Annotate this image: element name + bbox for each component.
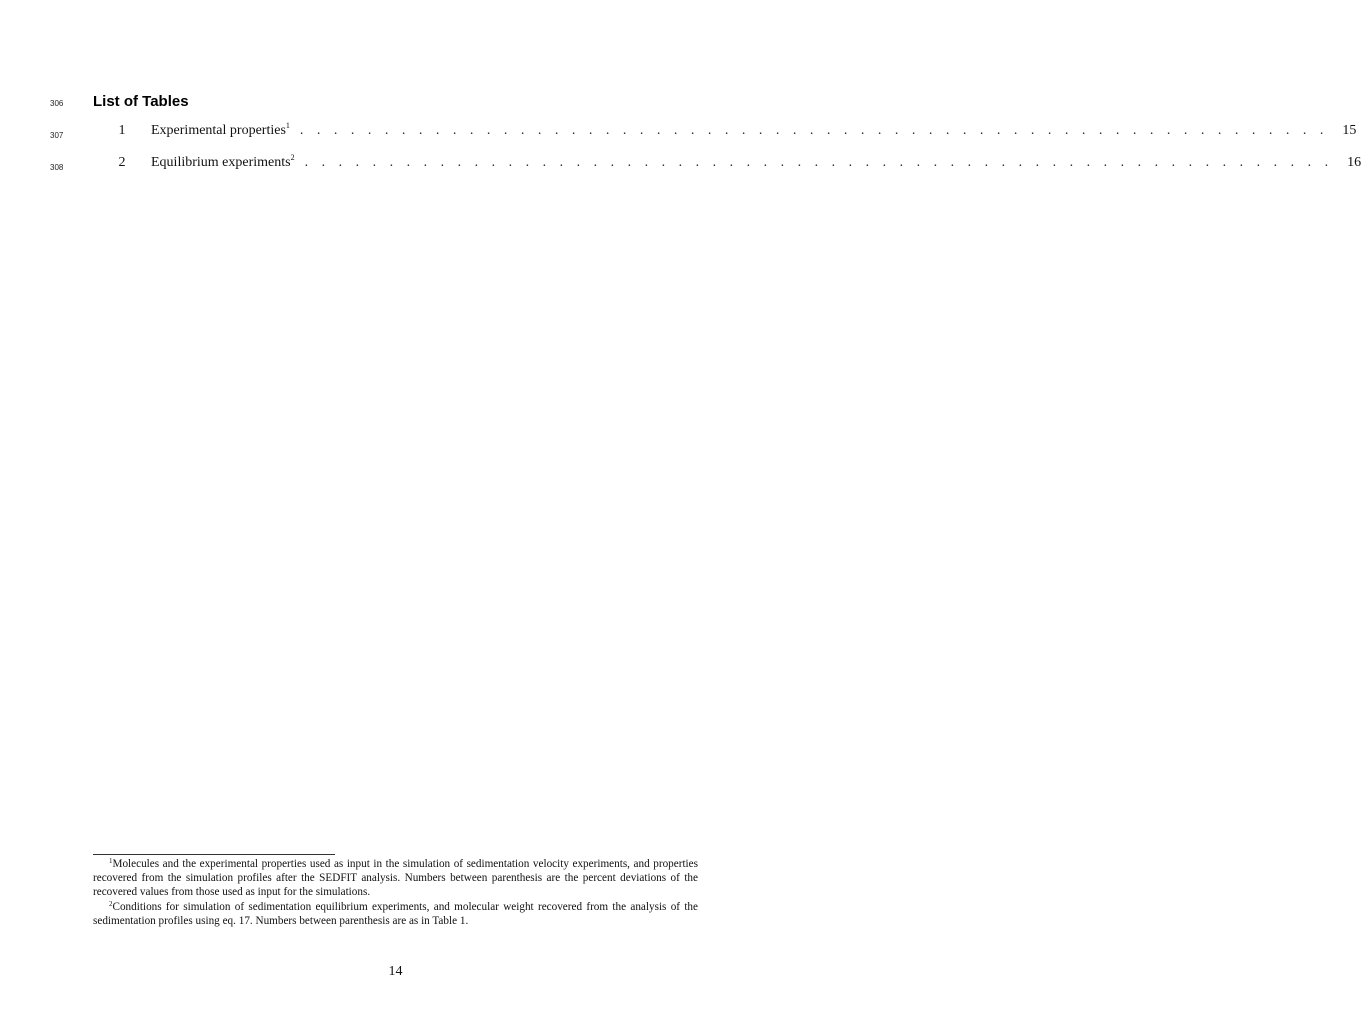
footnote-marker: 2 xyxy=(290,153,295,162)
toc-entry-title-text: Experimental properties xyxy=(151,123,286,138)
footnote-marker: 1 xyxy=(285,121,290,130)
footnote-1 xyxy=(93,857,698,900)
toc-entry-title xyxy=(151,155,295,171)
footnote-separator xyxy=(93,854,335,855)
page-number: 14 xyxy=(388,964,403,979)
footnote-text: Conditions for simulation of sedimentation equilibrium experiments, and molecular weight recovered from the analysis of the sedimentation profiles using eq. 17. Numbers between parenthesis are as in Table 1. xyxy=(93,900,698,927)
toc-entry-title xyxy=(151,123,290,139)
toc-entry-number: 1 xyxy=(118,123,126,138)
footnote-text: Molecules and the experimental properties used as input in the simulation of sedimentation velocity experiments, and properties recovered from the simulation profiles after the SEDFIT analysis. Numbers between parenthesis are the percent deviations of the recovered values from those used as input for the simulations. xyxy=(93,858,698,899)
toc-entry-number: 2 xyxy=(118,155,126,170)
line-number: 308 xyxy=(50,163,64,172)
list-of-tables-heading: List of Tables xyxy=(93,93,189,110)
toc-entry-page: 15 xyxy=(1342,123,1357,138)
footnote-marker: 2 xyxy=(109,899,113,908)
line-number: 307 xyxy=(50,131,64,140)
footnote-marker: 1 xyxy=(109,857,113,865)
footnote-2 xyxy=(93,900,698,928)
toc-entry-1[interactable] xyxy=(93,121,1357,143)
toc-entry-title-text: Equilibrium experiments xyxy=(151,155,291,170)
footnotes xyxy=(93,857,698,928)
toc-entry-2[interactable] xyxy=(93,153,1361,175)
leader-dots: . . . . . . . . . . . . . . . . . . . . . . . . . . . . . . . . . . . . . . . . . . . . . . . . . . . . . . . . . . . . . xyxy=(304,155,1334,170)
toc-entry-page: 16 xyxy=(1347,155,1361,170)
line-number: 306 xyxy=(50,99,64,108)
leader-dots: . . . . . . . . . . . . . . . . . . . . . . . . . . . . . . . . . . . . . . . . . . . . . . . . . . . . . . . . . . . . . xyxy=(299,123,1329,138)
